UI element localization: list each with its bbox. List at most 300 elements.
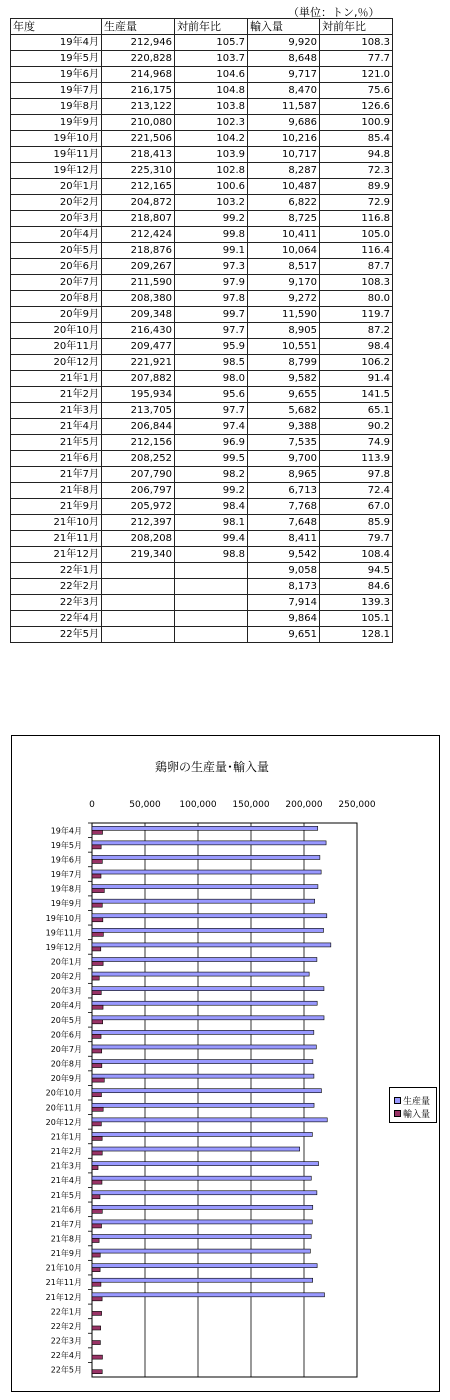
category-label: 19年9月 (50, 899, 82, 909)
column-header: 輸入量 (248, 19, 320, 35)
table-cell: 10,551 (248, 339, 320, 355)
table-cell: 208,252 (102, 451, 175, 467)
table-cell: 5,682 (248, 403, 320, 419)
import-bar (92, 1064, 102, 1068)
production-bar (92, 1030, 314, 1034)
category-label: 20年3月 (50, 986, 82, 996)
table-row (11, 259, 393, 275)
table-cell: 11,587 (248, 99, 320, 115)
table-cell: 98.4 (320, 339, 393, 355)
production-bar (92, 1235, 311, 1239)
import-bar (92, 918, 103, 922)
legend-item-import (394, 1107, 430, 1120)
table-cell: 8,173 (248, 579, 320, 595)
table-cell: 121.0 (320, 67, 393, 83)
table-cell: 97.8 (175, 291, 248, 307)
table-cell: 209,267 (102, 259, 175, 275)
production-bar (92, 1103, 314, 1107)
table-row (11, 179, 393, 195)
row-label: 21年11月 (11, 531, 102, 547)
table-cell: 85.4 (320, 131, 393, 147)
table-cell: 204,872 (102, 195, 175, 211)
table-cell: 211,590 (102, 275, 175, 291)
table-row (11, 515, 393, 531)
category-label: 21年5月 (50, 1190, 82, 1200)
table-cell: 104.8 (175, 83, 248, 99)
table-cell: 10,216 (248, 131, 320, 147)
table-cell: 8,470 (248, 83, 320, 99)
import-bar (92, 1107, 103, 1111)
chart-legend (389, 1087, 437, 1123)
import-bar (92, 1078, 104, 1082)
row-label: 22年4月 (11, 611, 102, 627)
row-label: 19年8月 (11, 99, 102, 115)
category-label: 20年9月 (50, 1074, 82, 1084)
import-bar (92, 830, 103, 834)
table-cell: 206,797 (102, 483, 175, 499)
legend-item-production (394, 1094, 430, 1107)
table-cell: 90.2 (320, 419, 393, 435)
table-cell: 77.7 (320, 51, 393, 67)
table-row (11, 627, 393, 643)
import-bar (92, 859, 102, 863)
table-cell: 97.4 (175, 419, 248, 435)
table-cell (102, 595, 175, 611)
table-cell: 75.6 (320, 83, 393, 99)
table-cell: 98.2 (175, 467, 248, 483)
table-cell: 221,506 (102, 131, 175, 147)
row-label: 20年4月 (11, 227, 102, 243)
table-row (11, 307, 393, 323)
table-cell: 79.7 (320, 531, 393, 547)
category-label: 21年2月 (50, 1147, 82, 1157)
row-label: 21年8月 (11, 483, 102, 499)
table-cell: 98.0 (175, 371, 248, 387)
table-cell: 108.4 (320, 547, 393, 563)
table-cell: 103.9 (175, 147, 248, 163)
table-cell: 94.5 (320, 563, 393, 579)
row-label: 22年5月 (11, 627, 102, 643)
table-cell: 65.1 (320, 403, 393, 419)
table-row (11, 499, 393, 515)
table-cell: 100.9 (320, 115, 393, 131)
table-cell: 8,965 (248, 467, 320, 483)
category-label: 21年8月 (50, 1234, 82, 1244)
category-label: 19年8月 (50, 884, 82, 894)
table-cell: 213,705 (102, 403, 175, 419)
category-label: 19年4月 (50, 826, 82, 836)
row-label: 21年2月 (11, 387, 102, 403)
category-label: 20年12月 (45, 1117, 82, 1127)
table-cell: 11,590 (248, 307, 320, 323)
import-bar (92, 947, 101, 951)
legend-swatch (394, 1097, 401, 1104)
table-row (11, 483, 393, 499)
row-label: 20年1月 (11, 179, 102, 195)
table-cell: 113.9 (320, 451, 393, 467)
table-cell: 87.7 (320, 259, 393, 275)
import-bar (92, 1166, 98, 1170)
row-label: 20年12月 (11, 355, 102, 371)
table-cell: 102.3 (175, 115, 248, 131)
table-cell: 103.2 (175, 195, 248, 211)
table-cell: 207,790 (102, 467, 175, 483)
import-bar (92, 1034, 101, 1038)
table-cell: 91.4 (320, 371, 393, 387)
table-row (11, 35, 393, 51)
row-label: 22年3月 (11, 595, 102, 611)
import-bar (92, 1311, 102, 1315)
table-cell: 219,340 (102, 547, 175, 563)
table-cell: 208,380 (102, 291, 175, 307)
table-cell: 9,864 (248, 611, 320, 627)
import-bar (92, 1341, 100, 1345)
production-bar (92, 1176, 311, 1180)
table-row (11, 611, 393, 627)
import-bar (92, 1239, 99, 1243)
table-row (11, 243, 393, 259)
import-bar (92, 1005, 103, 1009)
x-tick-label: 150,000 (232, 800, 270, 810)
import-bar (92, 932, 103, 936)
table-row (11, 323, 393, 339)
production-bar (92, 1162, 319, 1166)
production-bar (92, 943, 331, 947)
table-cell (102, 611, 175, 627)
row-label: 20年8月 (11, 291, 102, 307)
production-bar (92, 1249, 310, 1253)
table-row (11, 131, 393, 147)
table-cell: 212,424 (102, 227, 175, 243)
production-bar (92, 972, 309, 976)
table-row (11, 83, 393, 99)
chart-area (11, 735, 440, 1392)
row-label: 21年7月 (11, 467, 102, 483)
data-table (10, 18, 393, 643)
table-cell: 104.6 (175, 67, 248, 83)
table-cell: 207,882 (102, 371, 175, 387)
production-bar (92, 885, 318, 889)
category-label: 19年12月 (45, 942, 82, 952)
table-cell: 7,535 (248, 435, 320, 451)
production-bar (92, 1293, 325, 1297)
row-label: 21年3月 (11, 403, 102, 419)
production-bar (92, 1074, 314, 1078)
table-row (11, 563, 393, 579)
import-bar (92, 889, 104, 893)
import-bar (92, 962, 103, 966)
table-row (11, 579, 393, 595)
table-cell: 6,822 (248, 195, 320, 211)
table-cell: 102.8 (175, 163, 248, 179)
x-tick-label: 100,000 (179, 800, 217, 810)
table-cell: 97.9 (175, 275, 248, 291)
row-label: 21年9月 (11, 499, 102, 515)
category-label: 20年1月 (50, 957, 82, 967)
category-label: 20年11月 (45, 1103, 82, 1113)
table-cell: 9,686 (248, 115, 320, 131)
production-bar (92, 899, 315, 903)
table-cell: 8,799 (248, 355, 320, 371)
table-cell: 208,208 (102, 531, 175, 547)
import-bar (92, 1326, 101, 1330)
table-cell: 119.7 (320, 307, 393, 323)
table-row (11, 291, 393, 307)
table-cell: 205,972 (102, 499, 175, 515)
table-cell (175, 627, 248, 643)
import-bar (92, 1370, 102, 1374)
column-header: 年度 (11, 19, 102, 35)
production-bar (92, 987, 324, 991)
table-cell: 99.1 (175, 243, 248, 259)
table-cell: 141.5 (320, 387, 393, 403)
table-row (11, 419, 393, 435)
table-row (11, 595, 393, 611)
import-bar (92, 1224, 102, 1228)
column-header: 対前年比 (175, 19, 248, 35)
row-label: 19年12月 (11, 163, 102, 179)
table-row (11, 275, 393, 291)
import-bar (92, 1253, 100, 1257)
table-cell: 210,080 (102, 115, 175, 131)
import-bar (92, 1297, 102, 1301)
row-label: 19年4月 (11, 35, 102, 51)
table-cell: 9,582 (248, 371, 320, 387)
production-bar (92, 855, 320, 859)
table-row (11, 451, 393, 467)
table-cell: 212,156 (102, 435, 175, 451)
table-row (11, 371, 393, 387)
production-bar (92, 826, 318, 830)
table-cell: 8,648 (248, 51, 320, 67)
table-cell: 72.9 (320, 195, 393, 211)
production-bar (92, 870, 321, 874)
table-cell: 116.4 (320, 243, 393, 259)
production-bar (92, 1118, 327, 1122)
table-cell: 72.3 (320, 163, 393, 179)
table-cell: 9,272 (248, 291, 320, 307)
row-label: 20年6月 (11, 259, 102, 275)
table-cell: 100.6 (175, 179, 248, 195)
table-cell: 213,122 (102, 99, 175, 115)
table-row (11, 147, 393, 163)
production-bar (92, 1132, 312, 1136)
category-label: 20年10月 (45, 1088, 82, 1098)
table-row (11, 115, 393, 131)
table-cell: 89.9 (320, 179, 393, 195)
production-bar (92, 1220, 312, 1224)
table-cell: 214,968 (102, 67, 175, 83)
table-cell: 98.4 (175, 499, 248, 515)
table-cell: 209,477 (102, 339, 175, 355)
production-bar (92, 928, 324, 932)
table-cell: 9,700 (248, 451, 320, 467)
table-row (11, 211, 393, 227)
row-label: 21年1月 (11, 371, 102, 387)
import-bar (92, 1180, 102, 1184)
import-bar (92, 1122, 101, 1126)
table-cell: 139.3 (320, 595, 393, 611)
import-bar (92, 1282, 101, 1286)
table-row (11, 99, 393, 115)
import-bar (92, 1195, 100, 1199)
production-bar (92, 1045, 316, 1049)
table-cell: 7,648 (248, 515, 320, 531)
import-bar (92, 1355, 102, 1359)
production-bar (92, 914, 327, 918)
table-row (11, 435, 393, 451)
table-cell: 6,713 (248, 483, 320, 499)
chart-title: 鶏卵の生産量･輸入量 (154, 760, 269, 774)
table-cell: 99.4 (175, 531, 248, 547)
table-cell (175, 611, 248, 627)
row-label: 19年9月 (11, 115, 102, 131)
x-tick-label: 200,000 (285, 800, 323, 810)
table-row (11, 403, 393, 419)
import-bar (92, 1268, 100, 1272)
table-cell (102, 627, 175, 643)
category-label: 21年11月 (45, 1278, 82, 1288)
table-cell: 218,876 (102, 243, 175, 259)
category-label: 20年6月 (50, 1030, 82, 1040)
row-label: 21年10月 (11, 515, 102, 531)
table-row (11, 67, 393, 83)
table-cell (102, 579, 175, 595)
category-label: 21年9月 (50, 1249, 82, 1259)
category-label: 21年12月 (45, 1292, 82, 1302)
import-bar (92, 903, 102, 907)
production-bar (92, 1205, 313, 1209)
bar-chart (12, 736, 439, 1391)
table-row (11, 195, 393, 211)
table-cell: 95.6 (175, 387, 248, 403)
table-cell: 97.7 (175, 323, 248, 339)
table-cell: 116.8 (320, 211, 393, 227)
table-cell: 7,914 (248, 595, 320, 611)
table-cell: 99.2 (175, 483, 248, 499)
table-cell: 85.9 (320, 515, 393, 531)
x-tick-label: 250,000 (338, 800, 376, 810)
table-cell: 108.3 (320, 275, 393, 291)
table-row (11, 547, 393, 563)
row-label: 19年6月 (11, 67, 102, 83)
table-cell: 97.3 (175, 259, 248, 275)
row-label: 20年5月 (11, 243, 102, 259)
category-label: 21年6月 (50, 1205, 82, 1215)
production-bar (92, 1016, 324, 1020)
table-cell: 195,934 (102, 387, 175, 403)
table-cell: 98.1 (175, 515, 248, 531)
table-cell: 87.2 (320, 323, 393, 339)
table-cell: 99.7 (175, 307, 248, 323)
category-label: 22年5月 (50, 1365, 82, 1375)
table-cell: 9,655 (248, 387, 320, 403)
table-cell: 94.8 (320, 147, 393, 163)
table-cell: 209,348 (102, 307, 175, 323)
table-cell: 126.6 (320, 99, 393, 115)
legend-swatch (394, 1110, 401, 1117)
table-cell: 212,946 (102, 35, 175, 51)
table-cell: 98.5 (175, 355, 248, 371)
table-cell: 10,411 (248, 227, 320, 243)
table-cell: 105.0 (320, 227, 393, 243)
import-bar (92, 991, 101, 995)
row-label: 21年4月 (11, 419, 102, 435)
table-cell: 9,717 (248, 67, 320, 83)
table-cell: 74.9 (320, 435, 393, 451)
import-bar (92, 845, 101, 849)
table-cell: 218,413 (102, 147, 175, 163)
category-label: 22年3月 (50, 1336, 82, 1346)
table-cell (102, 563, 175, 579)
table-cell: 103.7 (175, 51, 248, 67)
x-tick-label: 50,000 (129, 800, 161, 810)
production-bar (92, 1001, 317, 1005)
table-cell: 221,921 (102, 355, 175, 371)
table-cell (175, 579, 248, 595)
table-cell: 9,651 (248, 627, 320, 643)
table-cell: 103.8 (175, 99, 248, 115)
category-label: 21年1月 (50, 1132, 82, 1142)
table-cell: 10,064 (248, 243, 320, 259)
import-bar (92, 1020, 103, 1024)
table-row (11, 531, 393, 547)
table-cell (175, 595, 248, 611)
import-bar (92, 874, 101, 878)
table-cell: 97.7 (175, 403, 248, 419)
production-bar (92, 958, 317, 962)
legend-label: 生産量 (403, 1097, 431, 1107)
category-label: 19年7月 (50, 870, 82, 880)
table-row (11, 387, 393, 403)
table-cell: 9,920 (248, 35, 320, 51)
table-cell: 8,725 (248, 211, 320, 227)
table-cell: 10,717 (248, 147, 320, 163)
table-row (11, 163, 393, 179)
category-label: 22年1月 (50, 1307, 82, 1317)
table-cell: 104.2 (175, 131, 248, 147)
row-label: 21年12月 (11, 547, 102, 563)
row-label: 20年9月 (11, 307, 102, 323)
category-label: 21年3月 (50, 1161, 82, 1171)
table-cell: 206,844 (102, 419, 175, 435)
import-bar (92, 1151, 102, 1155)
import-bar (92, 1093, 101, 1097)
column-header: 対前年比 (320, 19, 393, 35)
table-cell: 225,310 (102, 163, 175, 179)
table-cell: 97.8 (320, 467, 393, 483)
unit-label: （単位：トン,％） (288, 6, 380, 19)
row-label: 20年2月 (11, 195, 102, 211)
table-cell: 99.8 (175, 227, 248, 243)
category-label: 20年8月 (50, 1059, 82, 1069)
table-cell: 8,287 (248, 163, 320, 179)
category-label: 20年7月 (50, 1044, 82, 1054)
category-label: 19年5月 (50, 840, 82, 850)
table-cell: 67.0 (320, 499, 393, 515)
row-label: 21年5月 (11, 435, 102, 451)
row-label: 19年5月 (11, 51, 102, 67)
row-label: 20年7月 (11, 275, 102, 291)
table-cell: 216,175 (102, 83, 175, 99)
table-cell: 128.1 (320, 627, 393, 643)
table-cell: 98.8 (175, 547, 248, 563)
table-cell: 10,487 (248, 179, 320, 195)
category-label: 22年2月 (50, 1321, 82, 1331)
production-bar (92, 1191, 317, 1195)
table-cell: 212,397 (102, 515, 175, 531)
category-label: 20年2月 (50, 972, 82, 982)
